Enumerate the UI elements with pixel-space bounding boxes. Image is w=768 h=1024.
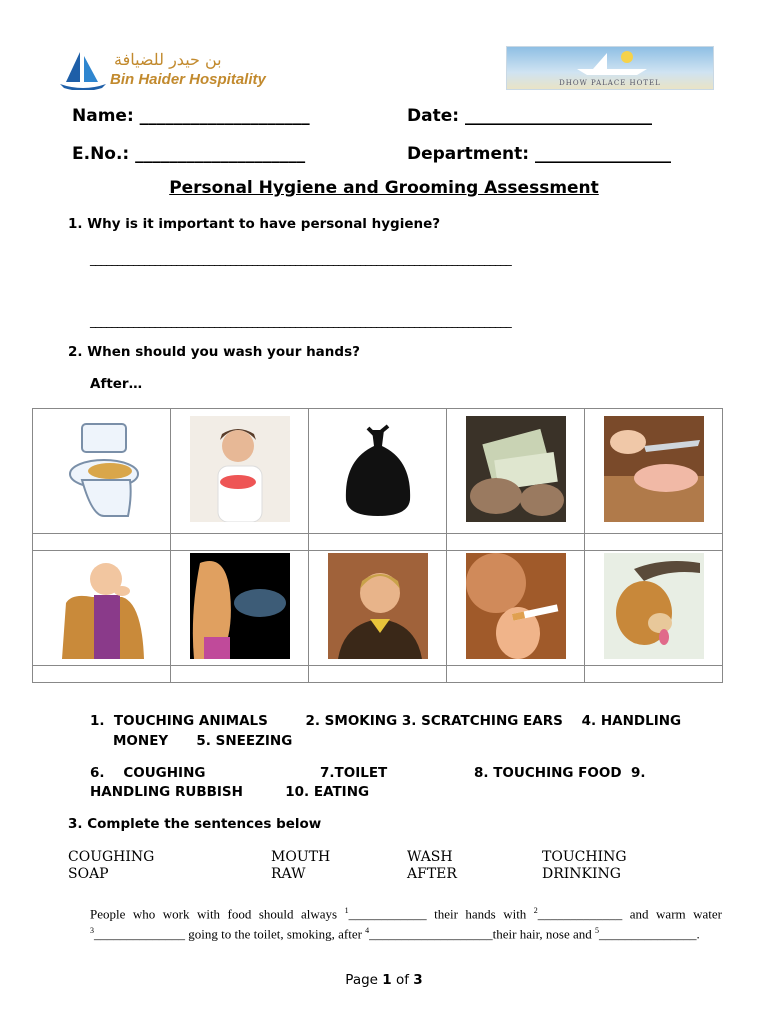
cell-touching-animal [585,551,723,666]
question-3: 3. Complete the sentences below [68,816,322,832]
label-cell[interactable] [171,666,309,683]
blank-5[interactable]: _______________ [599,926,697,942]
options-line-4: HANDLING RUBBISH 10. EATING [90,784,370,800]
question-2: 2. When should you wash your hands? [68,344,360,360]
sneezing-image [190,553,290,659]
blank-1[interactable]: ____________ [348,906,427,922]
word-bank-item: SOAP [68,866,109,882]
smoking-image [466,553,566,659]
touching-animal-image [604,553,704,659]
name-field[interactable]: Name: ____________________ [72,106,310,126]
logo-english-text: Bin Haider Hospitality [110,71,266,88]
blank-number: 1 [344,906,349,915]
label-cell[interactable] [33,666,171,683]
label-cell[interactable] [309,534,447,551]
toilet-image [52,416,152,522]
blank-number: 4 [365,926,370,936]
label-cell[interactable] [585,534,723,551]
options-line-2: MONEY 5. SNEEZING [113,733,293,749]
blank-number: 5 [595,926,600,936]
employee-number-field[interactable]: E.No.: ____________________ [72,144,306,164]
cell-toilet [33,409,171,534]
cell-money [447,409,585,534]
options-line-3c: 8. TOUCHING FOOD 9. [474,765,646,781]
word-bank-item: MOUTH [271,849,331,865]
word-bank-item: TOUCHING [542,849,627,865]
dhow-palace-text: DHOW PALACE HOTEL [559,79,661,87]
cell-rubbish [309,409,447,534]
options-line-1: 1. TOUCHING ANIMALS 2. SMOKING 3. SCRATCHING EARS 4. HANDLING [90,713,682,729]
question-1: 1. Why is it important to have personal hygiene? [68,216,441,232]
paragraph-text: their hands with [426,906,534,922]
blank-3[interactable]: ______________ [94,926,185,942]
cell-coughing [33,551,171,666]
paragraph-text: People who work with food should always [90,906,345,922]
label-cell[interactable] [447,666,585,683]
page-total: 3 [413,972,423,988]
fill-in-paragraph [90,902,722,943]
department-field[interactable]: Department: ________________ [407,144,671,164]
page-footer [0,972,768,988]
cell-eating [171,409,309,534]
blank-number: 2 [533,906,538,915]
cell-scratching-ears [309,551,447,666]
label-cell[interactable] [585,666,723,683]
word-bank-item: AFTER [407,866,457,882]
page-label: Page [345,972,383,988]
paragraph-text: and warm water [622,906,722,922]
after-label: After… [90,376,143,392]
eating-image [190,416,290,522]
options-line-3a: 6. COUGHING [90,765,206,781]
dhow-boat-icon [507,47,713,77]
label-cell[interactable] [309,666,447,683]
answer-line-1[interactable]: ______________________________________________________________________________ [90,252,512,266]
coughing-image [52,553,152,659]
rubbish-bag-image [328,416,428,522]
page-number: 1 [382,972,392,988]
scratching-ears-image [328,553,428,659]
cell-sneezing [171,551,309,666]
cell-smoking [447,551,585,666]
word-bank-item: WASH [407,849,453,865]
paragraph-text: . [696,926,700,942]
blank-number: 3 [90,926,94,936]
word-bank-item: RAW [271,866,306,882]
sail-boat-icon [58,50,108,90]
bin-haider-logo [58,48,298,92]
answer-line-2[interactable]: ______________________________________________________________________________ [90,314,512,328]
label-cell[interactable] [33,534,171,551]
logo-arabic-text: بن حيدر للضيافة [114,50,222,69]
blank-4[interactable]: ___________________ [369,926,493,942]
label-cell[interactable] [171,534,309,551]
dhow-palace-logo [506,46,714,90]
label-cell[interactable] [447,534,585,551]
word-bank-item: DRINKING [542,866,621,882]
paragraph-text: their hair, nose and [492,926,596,942]
date-field[interactable]: Date: ______________________ [407,106,652,126]
blank-2[interactable]: _____________ [537,906,623,922]
options-line-3b: 7.TOILET [320,765,388,781]
of-label: of [391,972,414,988]
cell-raw-meat [585,409,723,534]
raw-meat-image [604,416,704,522]
image-grid [32,408,723,683]
paragraph-text: going to the toilet, smoking, after [185,926,366,942]
money-image [466,416,566,522]
word-bank-item: COUGHING [68,849,155,865]
page-title: Personal Hygiene and Grooming Assessment [169,178,599,198]
